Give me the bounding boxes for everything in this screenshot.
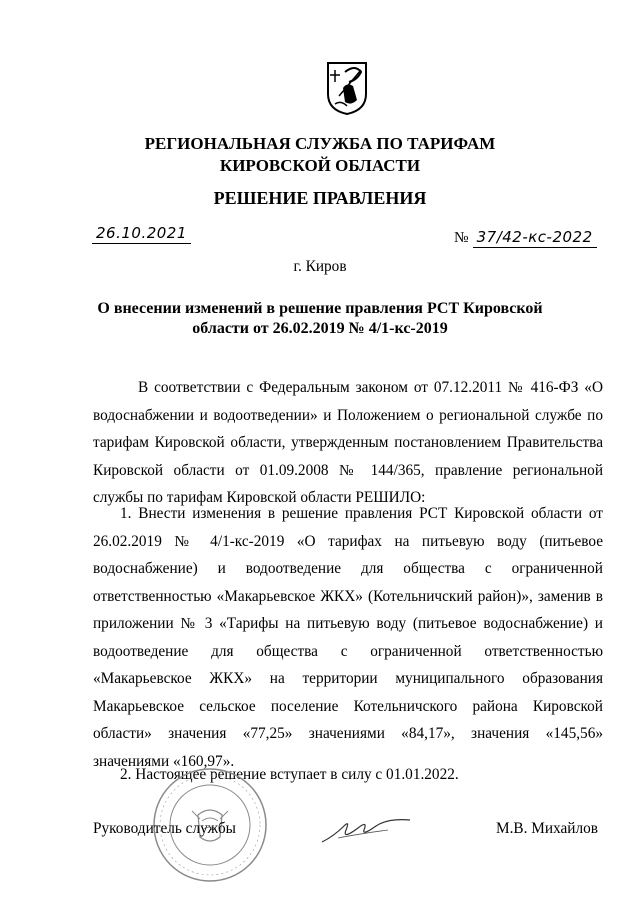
number-prefix: № bbox=[454, 229, 469, 246]
preamble-line: водоснабжении и водоотведении» и Положением о региональной службе по bbox=[93, 406, 603, 424]
signatory-name: М.В. Михайлов bbox=[496, 820, 598, 837]
city-label: г. Киров bbox=[293, 258, 347, 275]
subject-line1: О внесении изменений в решение правления РСТ Кировской bbox=[97, 300, 543, 317]
preamble-line: службы по тарифам Кировской области РЕШИЛО: bbox=[93, 489, 426, 506]
item-1-line: значениями «160,97». bbox=[93, 752, 235, 770]
org-name-line1: РЕГИОНАЛЬНАЯ СЛУЖБА ПО ТАРИФАМ bbox=[144, 134, 496, 153]
signatory-position: Руководитель службы bbox=[93, 820, 236, 837]
item-1-line: водоснабжение) и водоотведение для общества с ограниченной bbox=[93, 560, 603, 577]
item-1-line: водоотведение для общества с ограниченной ответственностью bbox=[93, 642, 603, 660]
preamble-line: Кировской области от 01.09.2008 № 144/365, правление региональной bbox=[93, 461, 603, 479]
item-2-paragraph: 2. Настоящее решение вступает в силу с 01.01.2022. bbox=[120, 766, 459, 783]
date-value: 26.10.2021 bbox=[92, 224, 191, 244]
item-1-line: «Макарьевское ЖКХ» на территории муниципального образования bbox=[93, 670, 603, 687]
number-field bbox=[454, 224, 597, 252]
item-1-line: приложении № 3 «Тарифы на питьевую воду (питьевое водоснабжение) и bbox=[93, 615, 603, 632]
preamble-line: тарифам Кировской области, утвержденным постановлением Правительства bbox=[93, 434, 603, 451]
document-type-title: РЕШЕНИЕ ПРАВЛЕНИЯ bbox=[213, 188, 427, 208]
number-value: 37/42-кс-2022 bbox=[473, 228, 597, 248]
preamble-line: В соответствии с Федеральным законом от 07.12.2011 № 416-ФЗ «О bbox=[138, 379, 603, 396]
coat-of-arms-emblem bbox=[325, 60, 369, 116]
item-1-line: области» значения «77,25» значениями «84,17», значения «145,56» bbox=[93, 725, 603, 742]
item-1-line: Макарьевское сельское поселение Котельничского района Кировской bbox=[93, 697, 603, 715]
item-1-line: 26.02.2019 № 4/1-кс-2019 «О тарифах на питьевую воду (питьевое bbox=[93, 532, 603, 550]
preamble-paragraph bbox=[93, 374, 603, 512]
date-field bbox=[92, 224, 191, 243]
item-1-line: ответственностью «Макарьевское ЖКХ» (Котельничский район)», заменив в bbox=[93, 587, 603, 605]
handwritten-signature bbox=[318, 808, 414, 848]
item-1-paragraph bbox=[93, 500, 603, 775]
item-1-line: 1. Внести изменения в решение правления РСТ Кировской области от bbox=[120, 505, 603, 522]
org-name-line2: КИРОВСКОЙ ОБЛАСТИ bbox=[219, 156, 421, 175]
subject-line2: области от 26.02.2019 № 4/1-кс-2019 bbox=[192, 320, 448, 337]
